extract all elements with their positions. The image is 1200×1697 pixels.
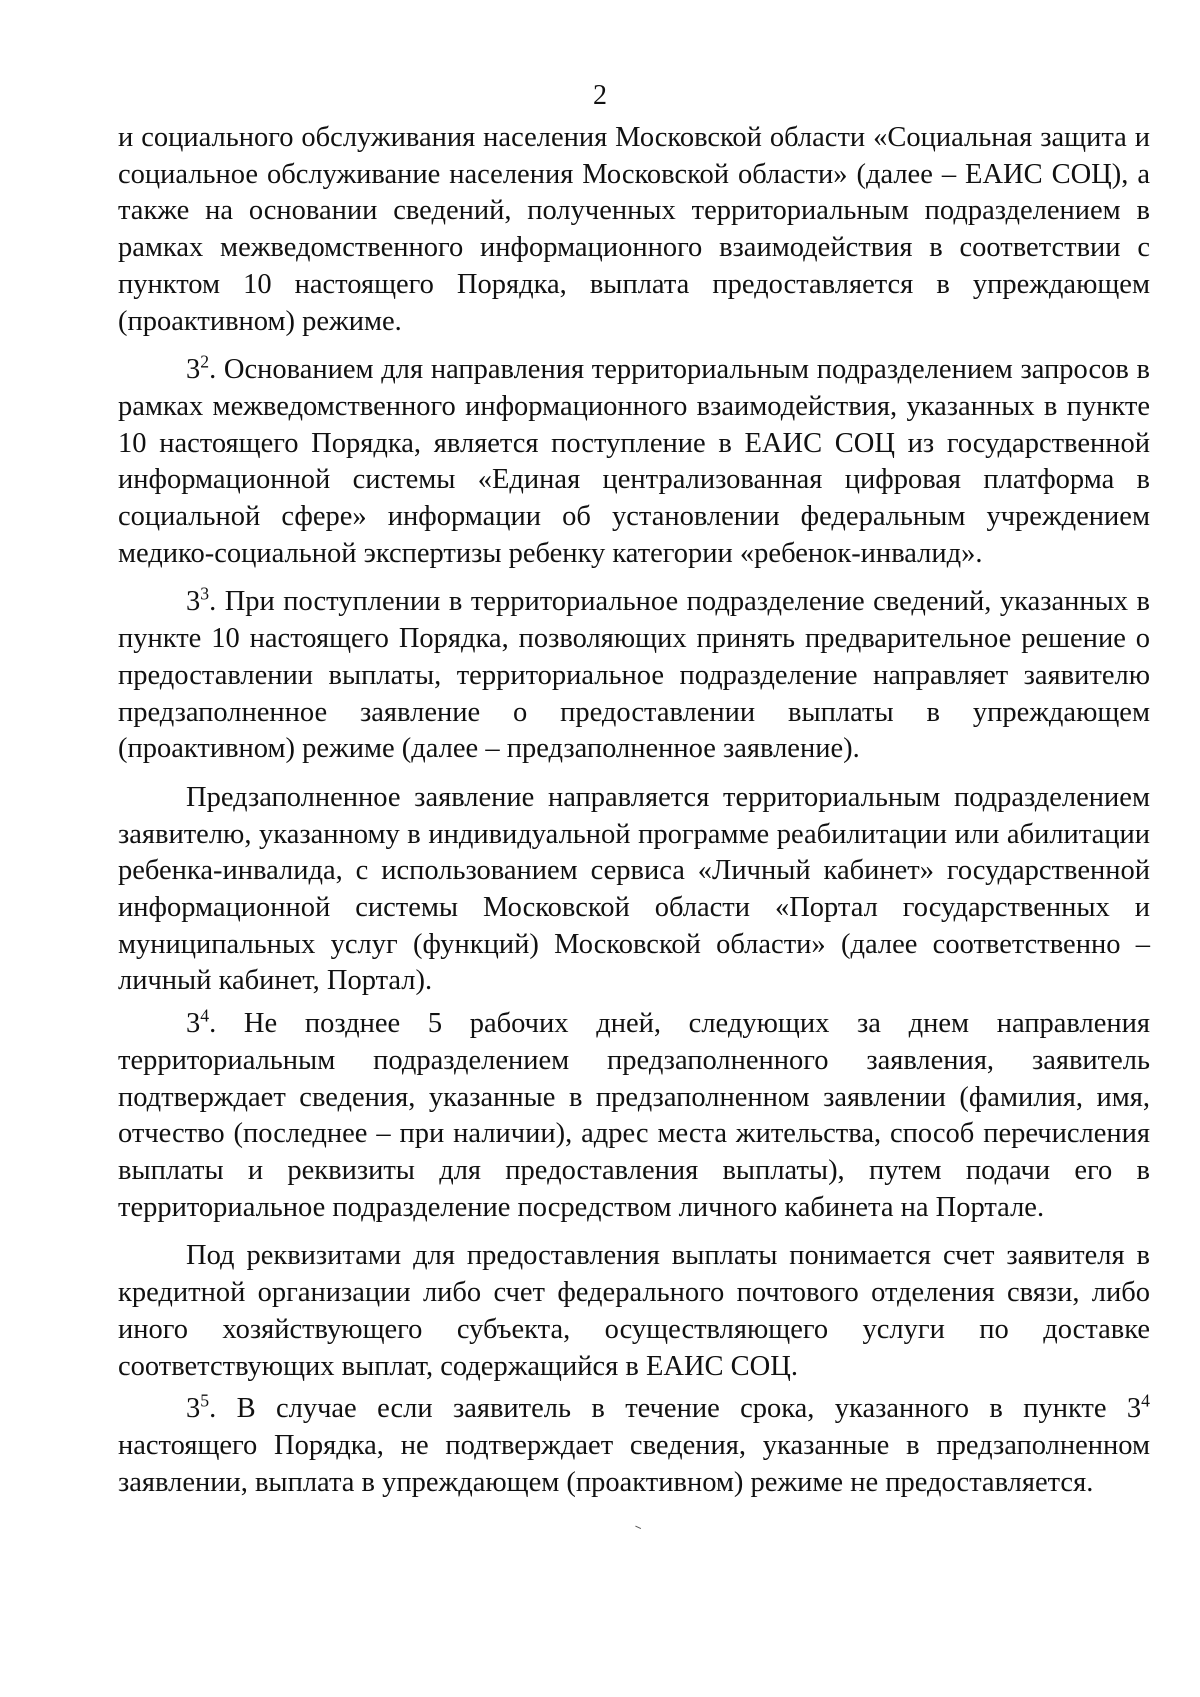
paragraph-text: настоящего Порядка, не подтверждает сведения, указанные в предзаполненном заявлении, выплата в упреждающем (проактивном) режиме не предоставляется.	[118, 1429, 1150, 1498]
paragraph-text: . При поступлении в территориальное подразделение сведений, указанных в пункте 10 настоящего Порядка, позволяющих принять предварительное решение о предоставлении выплаты, территориальное подразделение направляет заявителю предзаполненное заявление о предоставлении выплаты в упреждающем (проактивном) режиме (далее – предзаполненное заявление).	[118, 586, 1150, 765]
clause-number: 3	[186, 1393, 201, 1425]
paragraph-3-2	[118, 352, 1150, 572]
clause-superscript: 2	[200, 351, 210, 372]
paragraph-3-5	[118, 1391, 1150, 1501]
paragraph-requisites	[118, 1238, 1150, 1385]
paragraph-text: . Основанием для направления территориальным подразделением запросов в рамках межведомственного информационного взаимодействия, указанных в пункте 10 настоящего Порядка, является поступление в ЕАИС СОЦ из государственной информационной системы «Единая централизованная цифровая платформа в социальной сфере» информации об установлении федеральным учреждением медико-социальной экспертизы ребенку категории «ребенок-инвалид».	[118, 354, 1150, 569]
stray-ink-mark	[635, 1522, 643, 1529]
clause-superscript: 4	[200, 1005, 210, 1026]
clause-number: 3	[186, 354, 201, 386]
paragraph-3-3	[118, 584, 1150, 768]
paragraph-3-4	[118, 1006, 1150, 1226]
clause-number: 3	[186, 1008, 201, 1040]
reference-number: 3	[1126, 1393, 1142, 1425]
paragraph-text: . В случае если заявитель в течение срока, указанного в пункте	[209, 1393, 1127, 1425]
document-body	[118, 120, 1150, 1501]
paragraph-text: . Не позднее 5 рабочих дней, следующих за днем направления территориальным подразделением предзаполненного заявления, заявитель подтверждает сведения, указанные в предзаполненном заявлении (фамилия, имя, отчество (последнее – при наличии), адрес места жительства, способ перечисления выплаты и реквизиты для предоставления выплаты), путем подачи его в территориальное подразделение посредством личного кабинета на Портале.	[118, 1008, 1150, 1223]
page-number: 2	[593, 80, 607, 111]
clause-number: 3	[186, 586, 201, 618]
paragraph-continuation	[118, 120, 1150, 340]
paragraph-text: Под реквизитами для предоставления выплаты понимается счет заявителя в кредитной организации либо счет федерального почтового отделения связи, либо иного хозяйствующего субъекта, осуществляющего услуги по доставке соответствующих выплат, содержащийся в ЕАИС СОЦ.	[118, 1240, 1150, 1382]
reference-superscript: 4	[1141, 1390, 1150, 1411]
clause-superscript: 5	[200, 1390, 210, 1411]
paragraph-text: и социального обслуживания населения Московской области «Социальная защита и социальное обслуживание населения Московской области» (далее – ЕАИС СОЦ), а также на основании сведений, полученных территориальным подразделением в рамках межведомственного информационного взаимодействия в соответствии с пунктом 10 настоящего Порядка, выплата предоставляется в упреждающем (проактивном) режиме.	[118, 122, 1150, 337]
paragraph-text: Предзаполненное заявление направляется территориальным подразделением заявителю, указанному в индивидуальной программе реабилитации или абилитации ребенка-инвалида, с использованием сервиса «Личный кабинет» государственной информационной системы Московской области «Портал государственных и муниципальных услуг (функций) Московской области» (далее соответственно – личный кабинет, Портал).	[118, 781, 1150, 997]
paragraph-portal	[118, 780, 1150, 1000]
clause-superscript: 3	[200, 583, 210, 604]
